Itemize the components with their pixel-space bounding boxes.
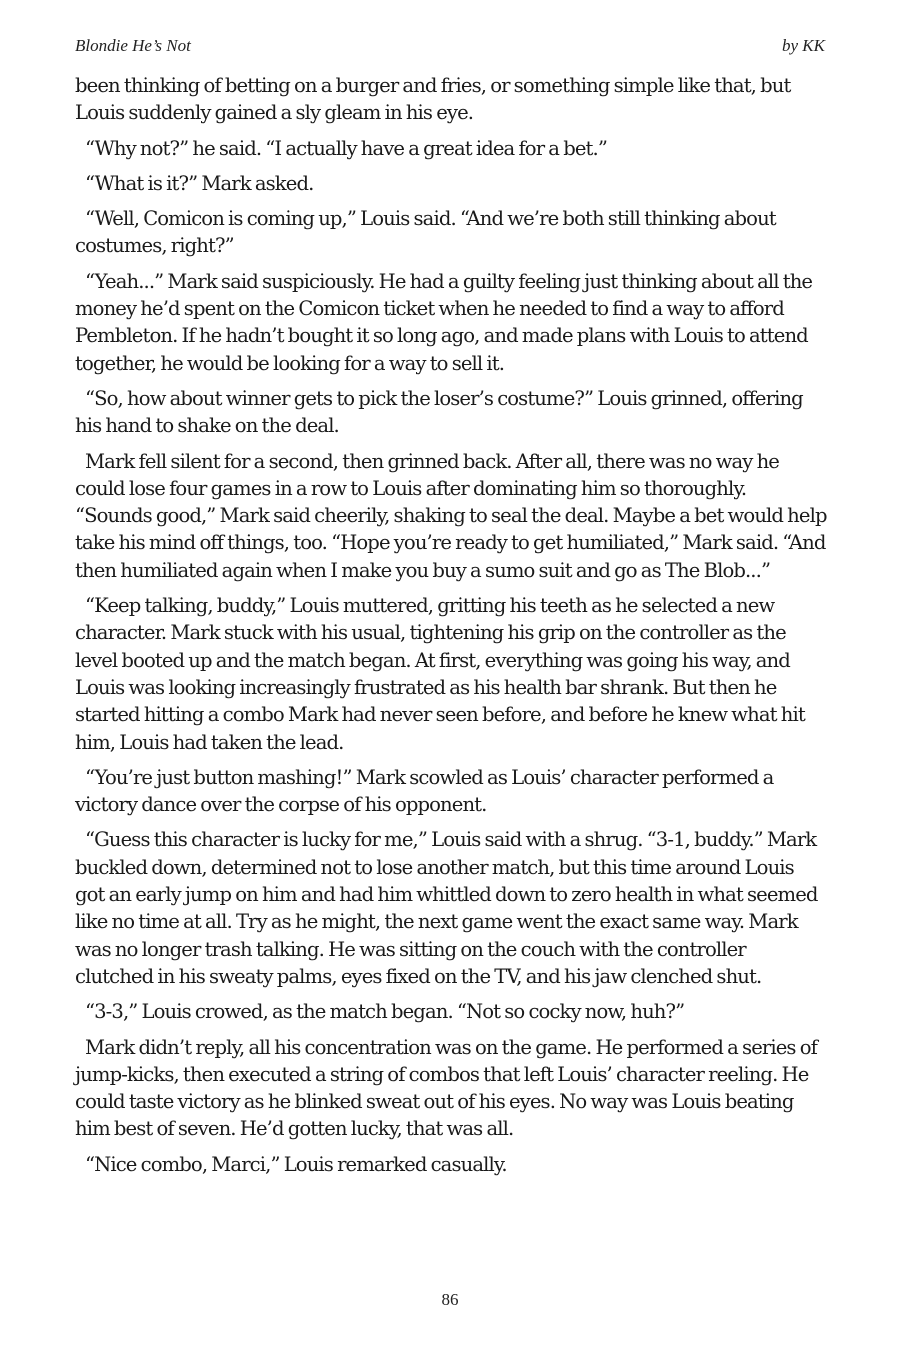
paragraph: “3-3,” Louis crowed, as the match began. “Not so cocky now, huh?” [85, 1000, 685, 1024]
paragraph: “You’re just button mashing!” Mark scowled as Louis’ character performed a victory dance over the corpse of his opponent. [75, 765, 774, 817]
paragraph: “So, how about winner gets to pick the loser’s costume?” Louis grinned, offering his hand to shake on the deal. [75, 386, 803, 438]
paragraph: “What is it?” Mark asked. [85, 171, 314, 195]
paragraph: “Well, Comicon is coming up,” Louis said. “And we’re both still thinking about costumes, right?” [75, 207, 776, 258]
paragraph: “Keep talking, buddy,” Louis muttered, gritting his teeth as he selected a new character. Mark stuck with his usual, tightening his grip on the controller as the level booted up and the match began. At first, everything was going his way, and Louis was looking increasingly frustrated as his health bar shrank. But then he started hitting a combo Mark had never seen before, and before he knew what hit him, Louis had taken the lead. [75, 594, 805, 754]
paragraph: “Nice combo, Marci,” Louis remarked casually. [85, 1152, 507, 1176]
paragraph: “Yeah...” Mark said suspiciously. He had a guilty feeling just thinking about all the money he’d spent on the Comicon ticket when he needed to find a way to afford Pembleton. If he hadn’t bought it so long ago, and made plans with Louis to attend together, he would be looking for a way to sell it. [75, 269, 813, 375]
paragraph: “Guess this character is lucky for me,” Louis said with a shrug. “3-1, buddy.” Mark buckled down, determined not to lose another match, but this time around Louis got an early jump on him and had him whittled down to zero health in what seemed like no time at all. Try as he might, the next game went the exact same way. Mark was no longer trash talking. He was sitting on the couch with the controller clutched in his sweaty palms, eyes fixed on the TV, and his jaw clenched shut. [75, 828, 818, 988]
paragraph: Mark fell silent for a second, then grinned back. After all, there was no way he could lose four games in a row to Louis after dominating him so thoroughly. “Sounds good,” Mark said cheerily, shaking to seal the deal. Maybe a bet would help take his mind off things, too. “Hope you’re ready to get humiliated,” Mark said. “And then humiliated again when I make you buy a sumo suit and go as The Blob...” [75, 449, 827, 582]
body-text [75, 72, 827, 1186]
running-header [75, 36, 825, 56]
page-number: 86 [441, 1290, 459, 1309]
paragraph: “Why not?” he said. “I actually have a great idea for a bet.” [85, 136, 607, 160]
paragraph: been thinking of betting on a burger and fries, or something simple like that, but Louis suddenly gained a sly gleam in his eye. [75, 74, 791, 125]
paragraph: Mark didn’t reply, all his concentration was on the game. He performed a series of jump-kicks, then executed a string of combos that left Louis’ character reeling. He could taste victory as he blinked sweat out of his eyes. No way was Louis beating him best of seven. He’d gotten lucky, that was all. [75, 1035, 817, 1141]
author-credit: by KK [782, 36, 825, 55]
book-title: Blondie He’s Not [75, 36, 191, 55]
